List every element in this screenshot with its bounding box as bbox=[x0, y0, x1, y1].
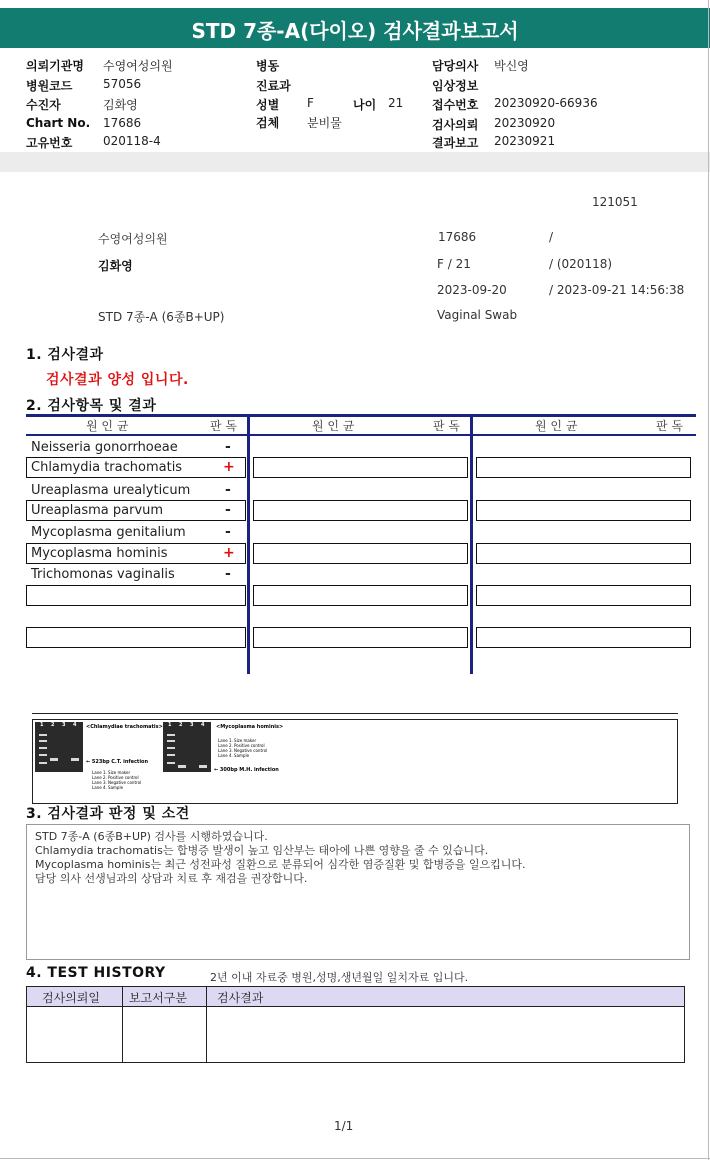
gel-title-mycoplasma: <Mycoplasma hominis> bbox=[216, 724, 284, 730]
result-row-box bbox=[476, 543, 691, 564]
column-header-organism: 원 인 균 bbox=[312, 419, 355, 433]
specimen-value: 분비물 bbox=[307, 116, 342, 130]
gel-lane-number: 4 bbox=[201, 722, 205, 728]
gel-legend-line: Lane 4. Sample bbox=[92, 785, 124, 790]
gel-image-chlamydia bbox=[35, 722, 83, 772]
history-table-body bbox=[26, 1006, 685, 1063]
result-row-box bbox=[253, 627, 468, 648]
specimen-report-time: / 2023-09-21 14:56:38 bbox=[549, 283, 685, 297]
receipt-no-value: 20230920-66936 bbox=[494, 96, 598, 110]
result-row-box bbox=[26, 585, 246, 606]
results-column-divider bbox=[470, 417, 473, 674]
organism-result: - bbox=[225, 439, 231, 455]
specimen-label: 검체 bbox=[256, 116, 280, 130]
specimen-chart: 17686 bbox=[438, 230, 477, 244]
gel-legend-line: Lane 1. Size maker bbox=[218, 738, 257, 743]
gel-legend-line: Lane 4. Sample bbox=[218, 753, 250, 758]
gel-lane-number: 3 bbox=[62, 722, 66, 728]
hospital-code-value: 57056 bbox=[103, 77, 142, 91]
overall-result: 검사결과 양성 입니다. bbox=[46, 372, 189, 388]
specimen-sex-age: F / 21 bbox=[437, 257, 471, 271]
department-label: 진료과 bbox=[256, 79, 291, 93]
request-date-label: 검사의뢰 bbox=[432, 118, 479, 132]
organism-name: Chlamydia trachomatis bbox=[31, 460, 183, 475]
opinion-line: STD 7종-A (6종B+UP) 검사를 시행하였습니다. bbox=[35, 830, 268, 843]
header-separator-band bbox=[0, 152, 710, 172]
results-column-divider bbox=[247, 417, 250, 674]
patient-value: 김화영 bbox=[103, 98, 138, 112]
unique-id-label: 고유번호 bbox=[26, 136, 73, 150]
age-value: 21 bbox=[388, 96, 404, 110]
organism-name: Trichomonas vaginalis bbox=[31, 567, 175, 582]
result-row-box bbox=[253, 500, 468, 521]
result-row-box bbox=[26, 627, 246, 648]
specimen-patient: 김화영 bbox=[98, 259, 133, 273]
column-header-result: 판 독 bbox=[433, 419, 460, 433]
gel-lane-number: 3 bbox=[190, 722, 194, 728]
organism-name: Mycoplasma hominis bbox=[31, 546, 168, 561]
page-edge bbox=[0, 1158, 710, 1159]
requesting-clinic-value: 수영여성의원 bbox=[103, 59, 173, 73]
results-table-header-rule bbox=[26, 434, 696, 436]
sex-label: 성별 bbox=[256, 98, 280, 112]
result-row-box bbox=[253, 457, 468, 478]
gel-legend-line: Lane 3. Negative control bbox=[218, 748, 268, 753]
result-row-box bbox=[476, 457, 691, 478]
gel-image-mycoplasma bbox=[163, 722, 211, 772]
gel-annotation-mycoplasma: ← 300bp M.H. infection bbox=[214, 767, 279, 773]
specimen-slash: / bbox=[549, 230, 554, 244]
organism-name: Ureaplasma urealyticum bbox=[31, 483, 191, 498]
organism-result: - bbox=[225, 566, 231, 582]
unique-id-value: 020118-4 bbox=[103, 134, 161, 148]
specimen-test-name: STD 7종-A (6종B+UP) bbox=[98, 310, 225, 324]
request-date-value: 20230920 bbox=[494, 116, 556, 130]
organism-result: - bbox=[225, 524, 231, 540]
age-label: 나이 bbox=[353, 98, 377, 112]
sex-value: F bbox=[307, 96, 314, 110]
opinion-line: Mycoplasma hominis는 최근 성전파성 질환으로 분류되어 심각한 염증질환 및 합병증을 일으킵니다. bbox=[35, 858, 526, 871]
gel-legend-line: Lane 2. Positive control bbox=[92, 775, 139, 780]
section1-title: 1. 검사결과 bbox=[26, 347, 104, 363]
hospital-code-label: 병원코드 bbox=[26, 79, 73, 93]
history-table-header bbox=[26, 986, 685, 1007]
gel-lane-number: 2 bbox=[51, 722, 55, 728]
organism-result: + bbox=[223, 545, 235, 561]
report-title-bar bbox=[0, 8, 710, 48]
result-row-box bbox=[253, 585, 468, 606]
organism-result: + bbox=[223, 459, 235, 475]
specimen-id-code: / (020118) bbox=[549, 257, 613, 271]
specimen-date: 2023-09-20 bbox=[437, 283, 507, 297]
gel-legend-line: Lane 1. Size maker bbox=[92, 770, 131, 775]
ward-label: 병동 bbox=[256, 59, 280, 73]
section4-title: 4. TEST HISTORY bbox=[26, 965, 166, 981]
history-col-report-type: 보고서구분 bbox=[129, 991, 187, 1005]
specimen-sample-type: Vaginal Swab bbox=[437, 308, 518, 322]
report-date-label: 결과보고 bbox=[432, 136, 479, 150]
organism-result: - bbox=[225, 502, 231, 518]
requesting-clinic-label: 의뢰기관명 bbox=[26, 59, 84, 73]
gel-lane-number: 4 bbox=[73, 722, 77, 728]
organism-name: Ureaplasma parvum bbox=[31, 503, 164, 518]
gel-frame-top-rule bbox=[32, 713, 678, 714]
organism-name: Mycoplasma genitalium bbox=[31, 525, 186, 540]
section3-title: 3. 검사결과 판정 및 소견 bbox=[26, 806, 190, 822]
column-header-result: 판 독 bbox=[210, 419, 237, 433]
clinical-info-label: 임상정보 bbox=[432, 79, 479, 93]
gel-title-chlamydia: <Chlamydiae trachomatis> bbox=[86, 724, 163, 730]
doctor-value: 박신영 bbox=[494, 59, 529, 73]
receipt-no-label: 접수번호 bbox=[432, 98, 479, 112]
result-row-box bbox=[476, 627, 691, 648]
history-note: 2년 이내 자료중 병원,성명,생년월일 일치자료 입니다. bbox=[210, 971, 469, 984]
history-column-divider bbox=[206, 986, 207, 1063]
page-edge bbox=[708, 0, 709, 1160]
page-number: 1/1 bbox=[334, 1119, 354, 1133]
chart-no-label: Chart No. bbox=[26, 116, 91, 130]
column-header-result: 판 독 bbox=[656, 419, 683, 433]
patient-label: 수진자 bbox=[26, 98, 61, 112]
gel-legend-line: Lane 3. Negative control bbox=[92, 780, 142, 785]
chart-no-value: 17686 bbox=[103, 116, 142, 130]
specimen-code: 121051 bbox=[592, 195, 638, 209]
gel-lane-number: 1 bbox=[40, 722, 44, 728]
history-column-divider bbox=[122, 986, 123, 1063]
doctor-label: 담당의사 bbox=[432, 59, 479, 73]
column-header-organism: 원 인 균 bbox=[86, 419, 129, 433]
organism-name: Neisseria gonorrhoeae bbox=[31, 440, 178, 455]
opinion-line: 담당 의사 선생님과의 상담과 치료 후 재검을 권장합니다. bbox=[35, 872, 308, 885]
report-title: STD 7종-A(다이오) 검사결과보고서 bbox=[191, 19, 519, 43]
report-date-value: 20230921 bbox=[494, 134, 556, 148]
specimen-clinic: 수영여성의원 bbox=[98, 232, 168, 246]
result-row-box bbox=[253, 543, 468, 564]
result-row-box bbox=[476, 585, 691, 606]
opinion-line: Chlamydia trachomatis는 합병증 발생이 높고 임산부는 태아에 나쁜 영향을 줄 수 있습니다. bbox=[35, 844, 489, 857]
gel-lane-number: 1 bbox=[168, 722, 172, 728]
history-col-request-date: 검사의뢰일 bbox=[42, 991, 100, 1005]
history-col-result: 검사결과 bbox=[217, 991, 264, 1005]
section2-title: 2. 검사항목 및 결과 bbox=[26, 398, 157, 414]
gel-lane-number: 2 bbox=[179, 722, 183, 728]
column-header-organism: 원 인 균 bbox=[535, 419, 578, 433]
organism-result: - bbox=[225, 482, 231, 498]
result-row-box bbox=[476, 500, 691, 521]
gel-annotation-chlamydia: ← 523bp C.T. infection bbox=[86, 759, 149, 765]
gel-legend-line: Lane 2. Positive control bbox=[218, 743, 265, 748]
